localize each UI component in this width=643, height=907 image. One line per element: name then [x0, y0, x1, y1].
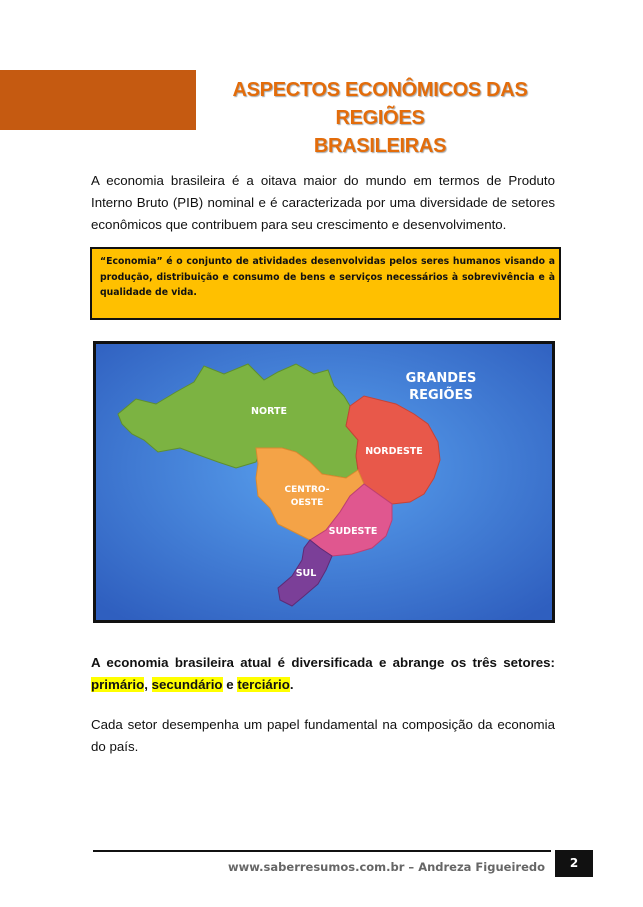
intro-paragraph: A economia brasileira é a oitava maior do mundo em termos de Produto Interno Bruto (PIB) nominal e é caracterizada por uma diversidade de setores econômicos que contribuem para seu crescimento e desenvolvimento. — [91, 173, 555, 232]
region-label-sul: SUL — [295, 568, 317, 579]
closing-paragraph: Cada setor desempenha um papel fundamental na composição da economia do país. — [91, 717, 555, 754]
sectors-end: . — [289, 677, 294, 692]
map-heading-line-1: GRANDES — [405, 371, 477, 386]
page-title-line-1: ASPECTOS ECONÔMICOS DAS REGIÕES — [232, 79, 528, 129]
region-label-centro-oeste-line-2: OESTE — [290, 498, 324, 508]
region-label-sudeste: SUDESTE — [328, 526, 378, 537]
page-number: 2 — [555, 850, 593, 877]
brazil-regions-map — [93, 341, 555, 623]
page-title-line-2: BRASILEIRAS — [313, 135, 447, 157]
sector-tertiary: terciário — [237, 677, 290, 692]
map-heading-line-2: REGIÕES — [409, 388, 473, 403]
map-illustration — [96, 344, 552, 620]
sector-secondary: secundário — [151, 677, 223, 692]
sectors-separator-1: , — [144, 677, 152, 692]
footer-divider — [93, 850, 551, 852]
region-label-centro-oeste-line-1: CENTRO- — [284, 485, 330, 495]
header-accent-bar — [0, 70, 196, 130]
sectors-separator-2: e — [222, 677, 238, 692]
page-title — [205, 76, 555, 160]
sector-primary: primário — [91, 677, 145, 692]
region-label-norte: NORTE — [251, 406, 287, 417]
definition-box: “Economia” é o conjunto de atividades desenvolvidas pelos seres humanos visando a produção, distribuição e consumo de bens e serviços necessários à sobrevivência e à qualidade de vida. — [90, 247, 561, 320]
sectors-intro: A economia brasileira atual é diversificada e abrange os três setores: — [91, 655, 555, 670]
footer-credit: www.saberresumos.com.br – Andreza Figueiredo — [228, 860, 545, 874]
sectors-paragraph — [91, 652, 555, 696]
region-label-nordeste: NORDESTE — [365, 446, 423, 457]
